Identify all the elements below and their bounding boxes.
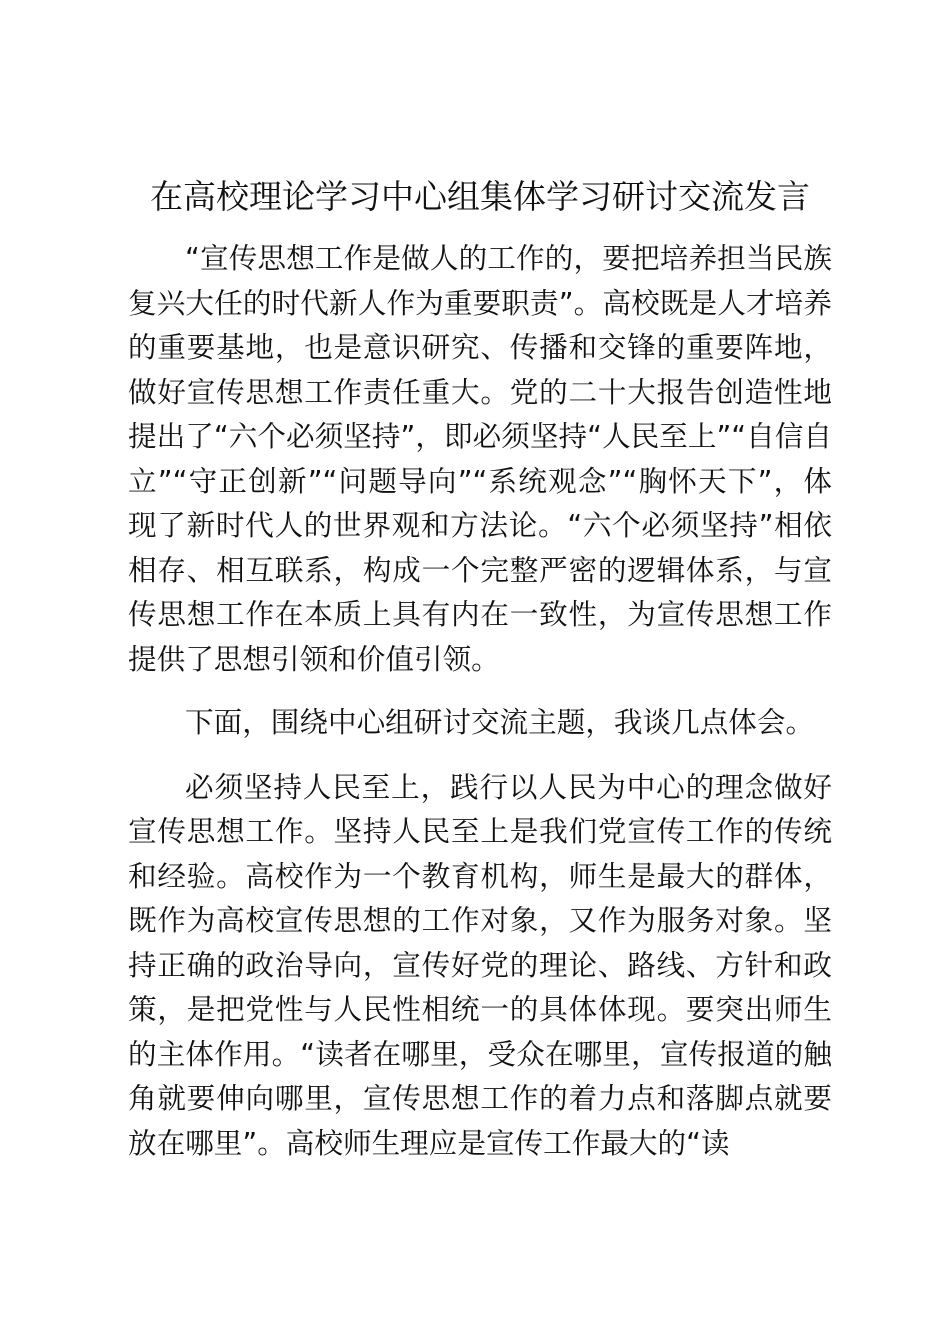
paragraph-transition: 下面，围绕中心组研讨交流主题，我谈几点体会。: [185, 705, 815, 739]
document-body: [128, 170, 832, 1165]
document-title: 在高校理论学习中心组集体学习研讨交流发言: [150, 177, 810, 216]
paragraph-intro: “宣传思想工作是做人的工作的，要把培养担当民族复兴大任的时代新人作为重要职责”。高校既是人才培养的重要基地，也是意识研究、传播和交锋的重要阵地，做好宣传思想工作责任重大。党的二十大报告创造性地提出了“六个必须坚持”，即必须坚持“人民至上”“自信自立”“守正创新”“问题导向”“系统观念”“胸怀天下”，体现了新时代人的世界观和方法论。“六个必须坚持”相依相存、相互联系，构成一个完整严密的逻辑体系，与宣传思想工作在本质上具有内在一致性，为宣传思想工作提供了思想引领和价值引领。: [128, 241, 832, 676]
paragraph-people-first: 必须坚持人民至上，践行以人民为中心的理念做好宣传思想工作。坚持人民至上是我们党宣传工作的传统和经验。高校作为一个教育机构，师生是最大的群体，既作为高校宣传思想的工作对象，又作为服务对象。坚持正确的政治导向，宣传好党的理论、路线、方针和政策，是把党性与人民性相统一的具体体现。要突出师生的主体作用。“读者在哪里，受众在哪里，宣传报道的触角就要伸向哪里，宣传思想工作的着力点和落脚点就要放在哪里”。高校师生理应是宣传工作最大的“读: [128, 769, 832, 1160]
